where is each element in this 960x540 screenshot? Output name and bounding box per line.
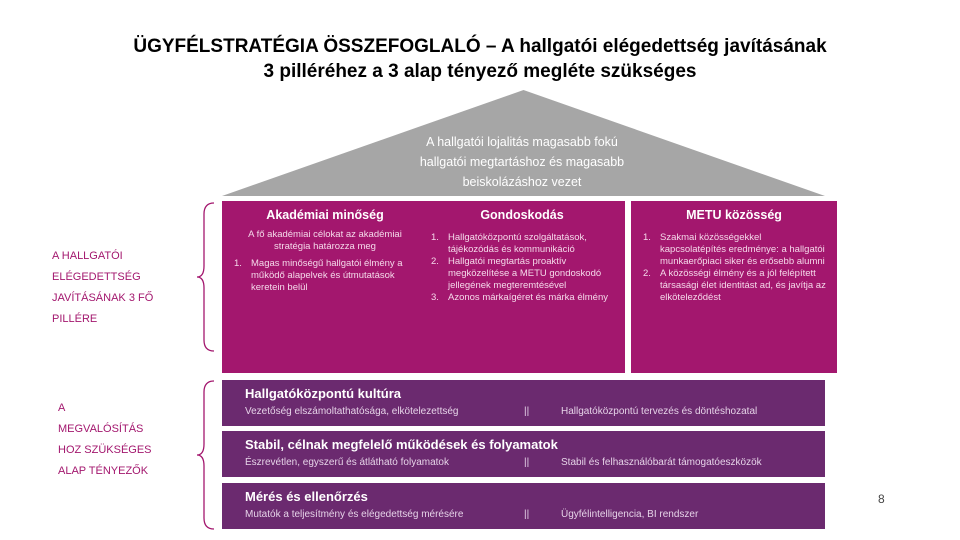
foundation-left-text: Vezetőség elszámoltathatósága, elkötelezettség <box>245 406 459 417</box>
list-item-number: 3. <box>431 292 439 303</box>
list-item-text: Hallgatói megtartás proaktív megközelítése a METU gondoskodó jellegének megteremtésével <box>448 256 602 291</box>
pillar-akademiai-minoseg <box>222 201 428 373</box>
side-label-line: HOZ SZÜKSÉGES <box>58 444 152 456</box>
pillar-title: METU közösség <box>686 208 782 222</box>
foundation-separator: || <box>524 509 530 520</box>
list-item-number: 1. <box>431 232 439 243</box>
slide-title <box>0 34 960 84</box>
side-label-line: PILLÉRE <box>52 313 98 325</box>
list-item <box>431 256 617 292</box>
list-item <box>643 232 829 268</box>
side-label-line: ELÉGEDETTSÉG <box>52 271 141 283</box>
pillar-title: Gondoskodás <box>480 208 564 222</box>
foundation-left-text: Észrevétlen, egyszerű és átlátható folyamatok <box>245 457 449 468</box>
roof-text <box>372 132 672 192</box>
foundation-left-text: Mutatók a teljesítmény és elégedettség mérésére <box>245 509 464 520</box>
foundation-title: Mérés és ellenőrzés <box>245 489 368 504</box>
foundation-right-text: Stabil és felhasználóbarát támogatóeszközök <box>561 457 762 468</box>
page-number: 8 <box>878 492 885 506</box>
pillars-side-label <box>52 246 153 330</box>
list-item-text: A közösségi élmény és a jól felépített társasági élet identitást ad, és javítja az elköteleződést <box>660 268 826 303</box>
foundation-stabil-mukodesek <box>222 431 825 477</box>
side-label-line: A HALLGATÓI <box>52 250 123 262</box>
list-item-text: Szakmai közösségekkel kapcsolatépítés eredménye: a hallgatói munkaerőpiaci siker és erősebb alumni <box>660 232 825 267</box>
foundation-title: Stabil, célnak megfelelő működések és folyamatok <box>245 437 558 452</box>
pillar-list <box>234 258 420 294</box>
list-item-text: Magas minőségű hallgatói élmény a működő alapelvek és útmutatások keretein belül <box>251 258 403 293</box>
side-label-line: ALAP TÉNYEZŐK <box>58 465 149 477</box>
list-item <box>431 232 617 256</box>
pillar-gondoskodas <box>419 201 625 373</box>
list-item-number: 2. <box>431 256 439 267</box>
title-line-1: ÜGYFÉLSTRATÉGIA ÖSSZEFOGLALÓ – A hallgatói elégedettség javításának <box>133 36 827 57</box>
roof-line: hallgatói megtartáshoz és magasabb <box>419 155 625 169</box>
list-item-number: 1. <box>234 258 242 269</box>
list-item <box>431 292 617 304</box>
list-item-number: 1. <box>643 232 651 243</box>
pillar-title: Akadémiai minőség <box>266 208 384 222</box>
foundation-separator: || <box>524 406 530 417</box>
foundation-right-text: Ügyfélintelligencia, BI rendszer <box>561 509 699 520</box>
foundations-side-label <box>58 398 152 482</box>
list-item-text: Azonos márkaígéret és márka élmény <box>448 292 608 303</box>
roof-line: beiskolázáshoz vezet <box>462 175 582 189</box>
list-item-text: Hallgatóközpontú szolgáltatások, tájékozódás és kommunikáció <box>448 232 587 255</box>
pillars-brace <box>196 202 216 352</box>
pillar-list <box>431 232 617 304</box>
foundation-hallgatokozpontu-kultura <box>222 380 825 426</box>
foundations-brace <box>196 380 216 530</box>
pillar-list <box>643 232 829 304</box>
foundation-separator: || <box>524 457 530 468</box>
pillar-intro: A fő akadémiai célokat az akadémiai stratégia határozza meg <box>248 229 402 252</box>
pillar-metu-kozosseg <box>631 201 837 373</box>
roof-line: A hallgatói lojalitás magasabb fokú <box>426 135 618 149</box>
foundation-meres-ellenorzes <box>222 483 825 529</box>
side-label-line: JAVÍTÁSÁNAK 3 FŐ <box>52 292 154 304</box>
list-item <box>234 258 420 294</box>
list-item <box>643 268 829 304</box>
list-item-number: 2. <box>643 268 651 279</box>
title-line-2: 3 pilléréhez a 3 alap tényező megléte szükséges <box>263 61 697 82</box>
foundation-right-text: Hallgatóközpontú tervezés és döntéshozatal <box>561 406 758 417</box>
side-label-line: MEGVALÓSÍTÁS <box>58 423 144 435</box>
side-label-line: A <box>58 402 66 414</box>
foundation-title: Hallgatóközpontú kultúra <box>245 386 401 401</box>
